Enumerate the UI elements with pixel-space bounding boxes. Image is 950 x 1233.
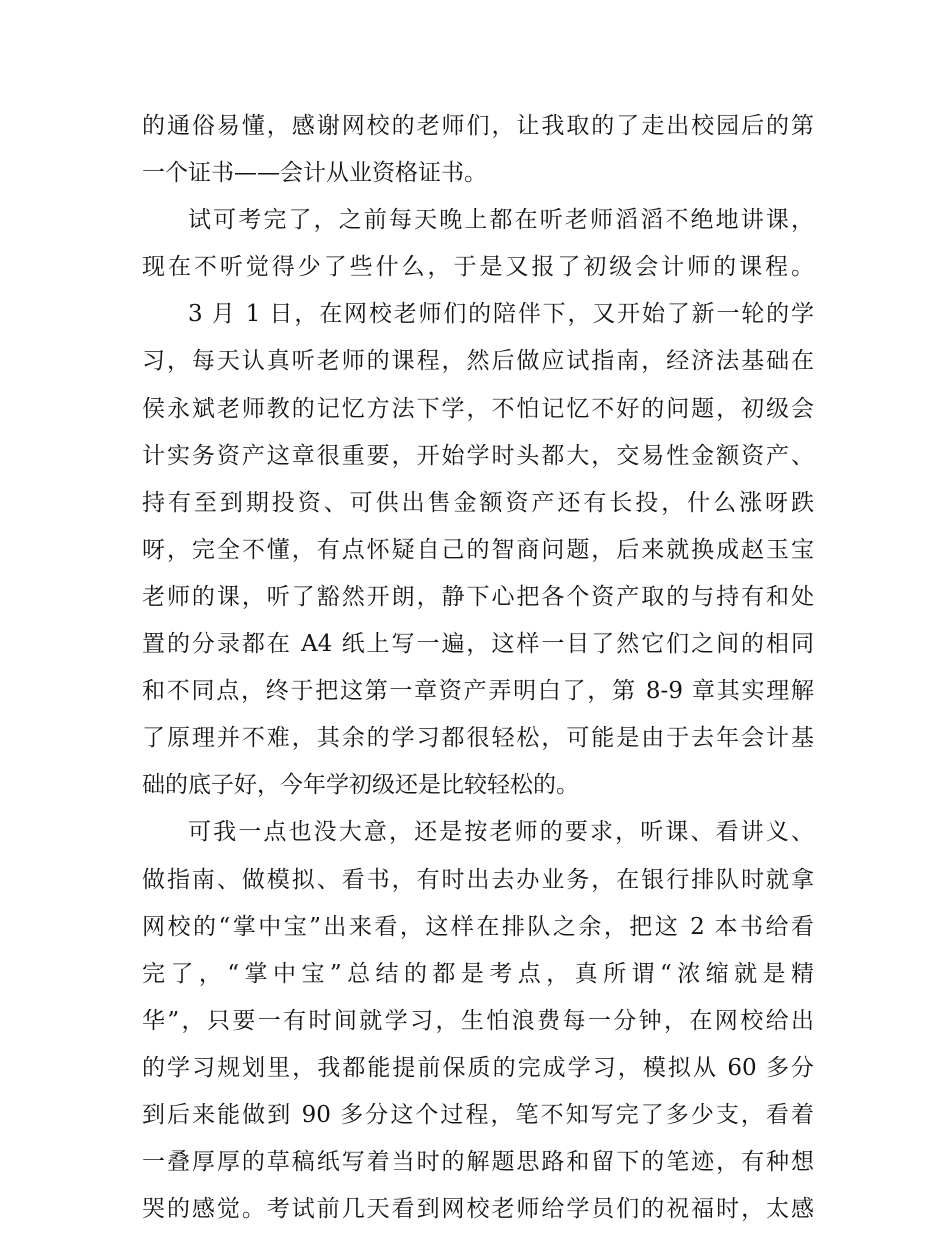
text-line: 华”，只要一有时间就学习，生怕浪费每一分钟，在网校给出 — [142, 1007, 814, 1034]
text-line: 做指南、做模拟、看书，有时出去办业务，在银行排队时就拿 — [142, 866, 814, 893]
text-line: 网校的“掌中宝”出来看，这样在排队之余，把这 2 本书给看 — [142, 913, 814, 940]
text-line: 一个证书——会计从业资格证书。 — [142, 160, 487, 187]
text-line: 和不同点，终于把这第一章资产弄明白了，第 8-9 章其实理解 — [142, 678, 814, 705]
text-line: 置的分录都在 A4 纸上写一遍，这样一目了然它们之间的相同 — [142, 631, 814, 658]
text-line: 完了，“掌中宝”总结的都是考点，真所谓“浓缩就是精 — [142, 960, 814, 987]
text-line: 哭的感觉。考试前几天看到网校老师给学员们的祝福时，太感 — [142, 1196, 814, 1223]
text-line: 一叠厚厚的草稿纸写着当时的解题思路和留下的笔迹，有种想 — [142, 1149, 814, 1176]
text-line: 呀，完全不懂，有点怀疑自己的智商问题，后来就换成赵玉宝 — [142, 536, 814, 563]
text-line: 老师的课，听了豁然开朗，静下心把各个资产取的与持有和处 — [142, 583, 814, 610]
text-line: 3 月 1 日，在网校老师们的陪伴下，又开始了新一轮的学 — [188, 301, 814, 328]
text-line: 的通俗易懂，感谢网校的老师们，让我取的了走出校园后的第 — [142, 113, 814, 139]
text-line: 到后来能做到 90 多分这个过程，笔不知写完了多少支，看着 — [142, 1101, 814, 1128]
text-line: 计实务资产这章很重要，开始学时头都大，交易性金额资产、 — [142, 442, 814, 469]
text-line: 础的底子好，今年学初级还是比较轻松的。 — [142, 772, 579, 799]
text-line: 现在不听觉得少了些什么，于是又报了初级会计师的课程。 — [142, 254, 814, 281]
text-line: 的学习规划里，我都能提前保质的完成学习，模拟从 60 多分 — [142, 1054, 814, 1081]
text-line: 了原理并不难，其余的学习都很轻松，可能是由于去年会计基 — [142, 725, 814, 752]
text-line: 可我一点也没大意，还是按老师的要求，听课、看讲义、 — [188, 819, 814, 846]
text-line: 习，每天认真听老师的课程，然后做应试指南，经济法基础在 — [142, 348, 814, 375]
body-text — [142, 103, 814, 1233]
text-line: 侯永斌老师教的记忆方法下学，不怕记忆不好的问题，初级会 — [142, 395, 814, 422]
text-line: 试可考完了，之前每天晚上都在听老师滔滔不绝地讲课， — [188, 207, 814, 234]
text-line: 持有至到期投资、可供出售金额资产还有长投，什么涨呀跌 — [142, 489, 814, 516]
